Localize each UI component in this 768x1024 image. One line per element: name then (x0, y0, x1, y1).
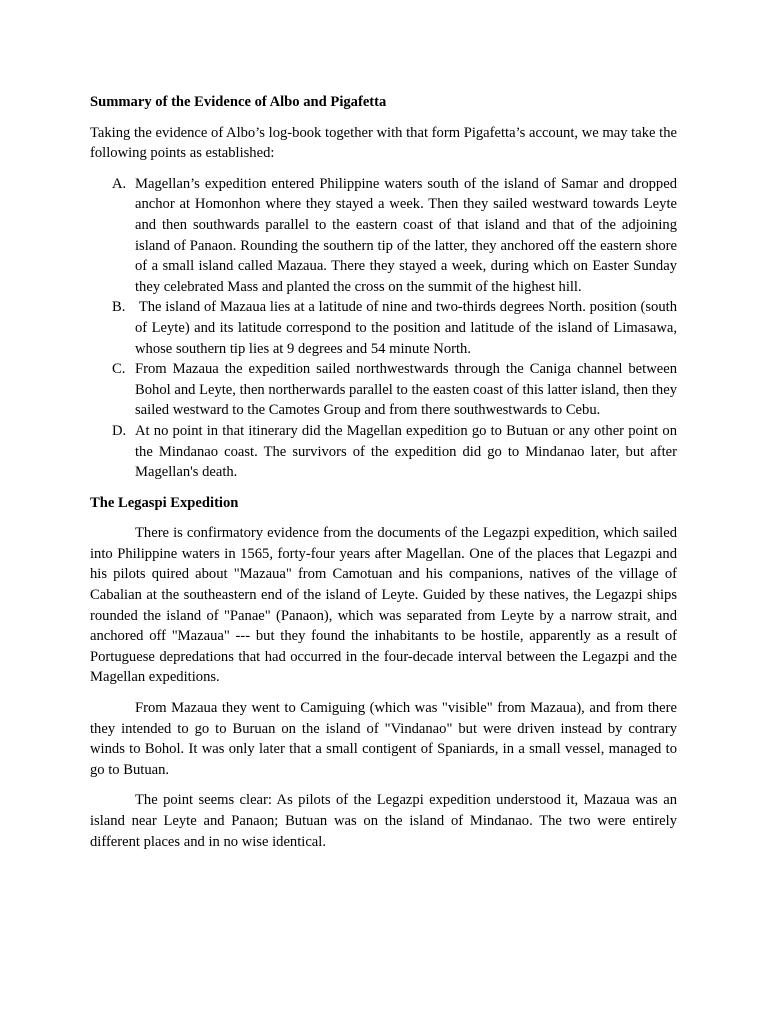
intro-paragraph: Taking the evidence of Albo’s log-book together with that form Pigafetta’s account, we may take the following points as established: (90, 124, 677, 162)
point-text: Magellan’s expedition entered Philippine waters south of the island of Samar and dropped anchor at Homonhon where they stayed a week. Then they sailed westward towards Leyte and then southwards parallel to the eastern coast of that island and that of the adjoining island of Panaon. Rounding the southern tip of the latter, they anchored off the eastern shore of a small island called Mazaua. There they stayed a week, during which on Easter Sunday they celebrated Mass and planted the cross on the summit of the highest hill. (135, 175, 677, 295)
point-item-b (90, 297, 681, 359)
summary-heading: Summary of the Evidence of Albo and Pigafetta (90, 94, 387, 110)
legaspi-paragraph-3: The point seems clear: As pilots of the Legazpi expedition understood it, Mazaua was an island near Leyte and Panaon; Butuan was on the island of Mindanao. The two were entirely different places and in no wise identical. (90, 792, 677, 850)
point-text: The island of Mazaua lies at a latitude of nine and two-thirds degrees North. position (south of Leyte) and its latitude correspond to the position and latitude of the island of Limasawa, whose southern tip lies at 9 degrees and 54 minute North. (135, 299, 681, 357)
point-marker: D. (112, 422, 127, 439)
point-marker: C. (112, 361, 126, 378)
legaspi-heading: The Legaspi Expedition (90, 494, 239, 511)
document-page (90, 92, 681, 862)
point-item-d (90, 421, 677, 483)
point-marker: A. (112, 175, 127, 192)
point-marker: B. (112, 299, 126, 316)
legaspi-paragraph-1: There is confirmatory evidence from the documents of the Legazpi expedition, which sailed into Philippine waters in 1565, forty-four years after Magellan. One of the places that Legazpi and his pilots quired about "Mazaua" from Camotuan and his companions, natives of the village of Cabalian at the southeastern end of the island of Leyte. Guided by these natives, the Legazpi ships rounded the island of "Panae" (Panaon), which was separated from Leyte by a narrow strait, and anchored off "Mazaua" --- but they found the inhabitants to be hostile, apparently as a result of Portuguese depredations that had occurred in the four-decade interval between the Legazpi and the Magellan expeditions. (90, 525, 677, 686)
point-text: From Mazaua the expedition sailed northwestwards through the Caniga channel between Bohol and Leyte, then northerwards parallel to the easten coast of this latter island, then they sailed westward to the Camotes Group and from there southwestwards to Cebu. (135, 361, 677, 419)
point-item-a (90, 174, 677, 298)
points-list (90, 174, 681, 483)
legaspi-paragraph-2: From Mazaua they went to Camiguing (which was "visible" from Mazaua), and from there they intended to go to Buruan on the island of "Vindanao" but were driven instead by contrary winds to Bohol. It was only later that a small contigent of Spaniards, in a small vessel, managed to go to Butuan. (90, 700, 677, 778)
point-item-c (90, 359, 677, 421)
point-text: At no point in that itinerary did the Magellan expedition go to Butuan or any other point on the Mindanao coast. The survivors of the expedition did go to Mindanao later, but after Magellan's death. (135, 422, 677, 481)
